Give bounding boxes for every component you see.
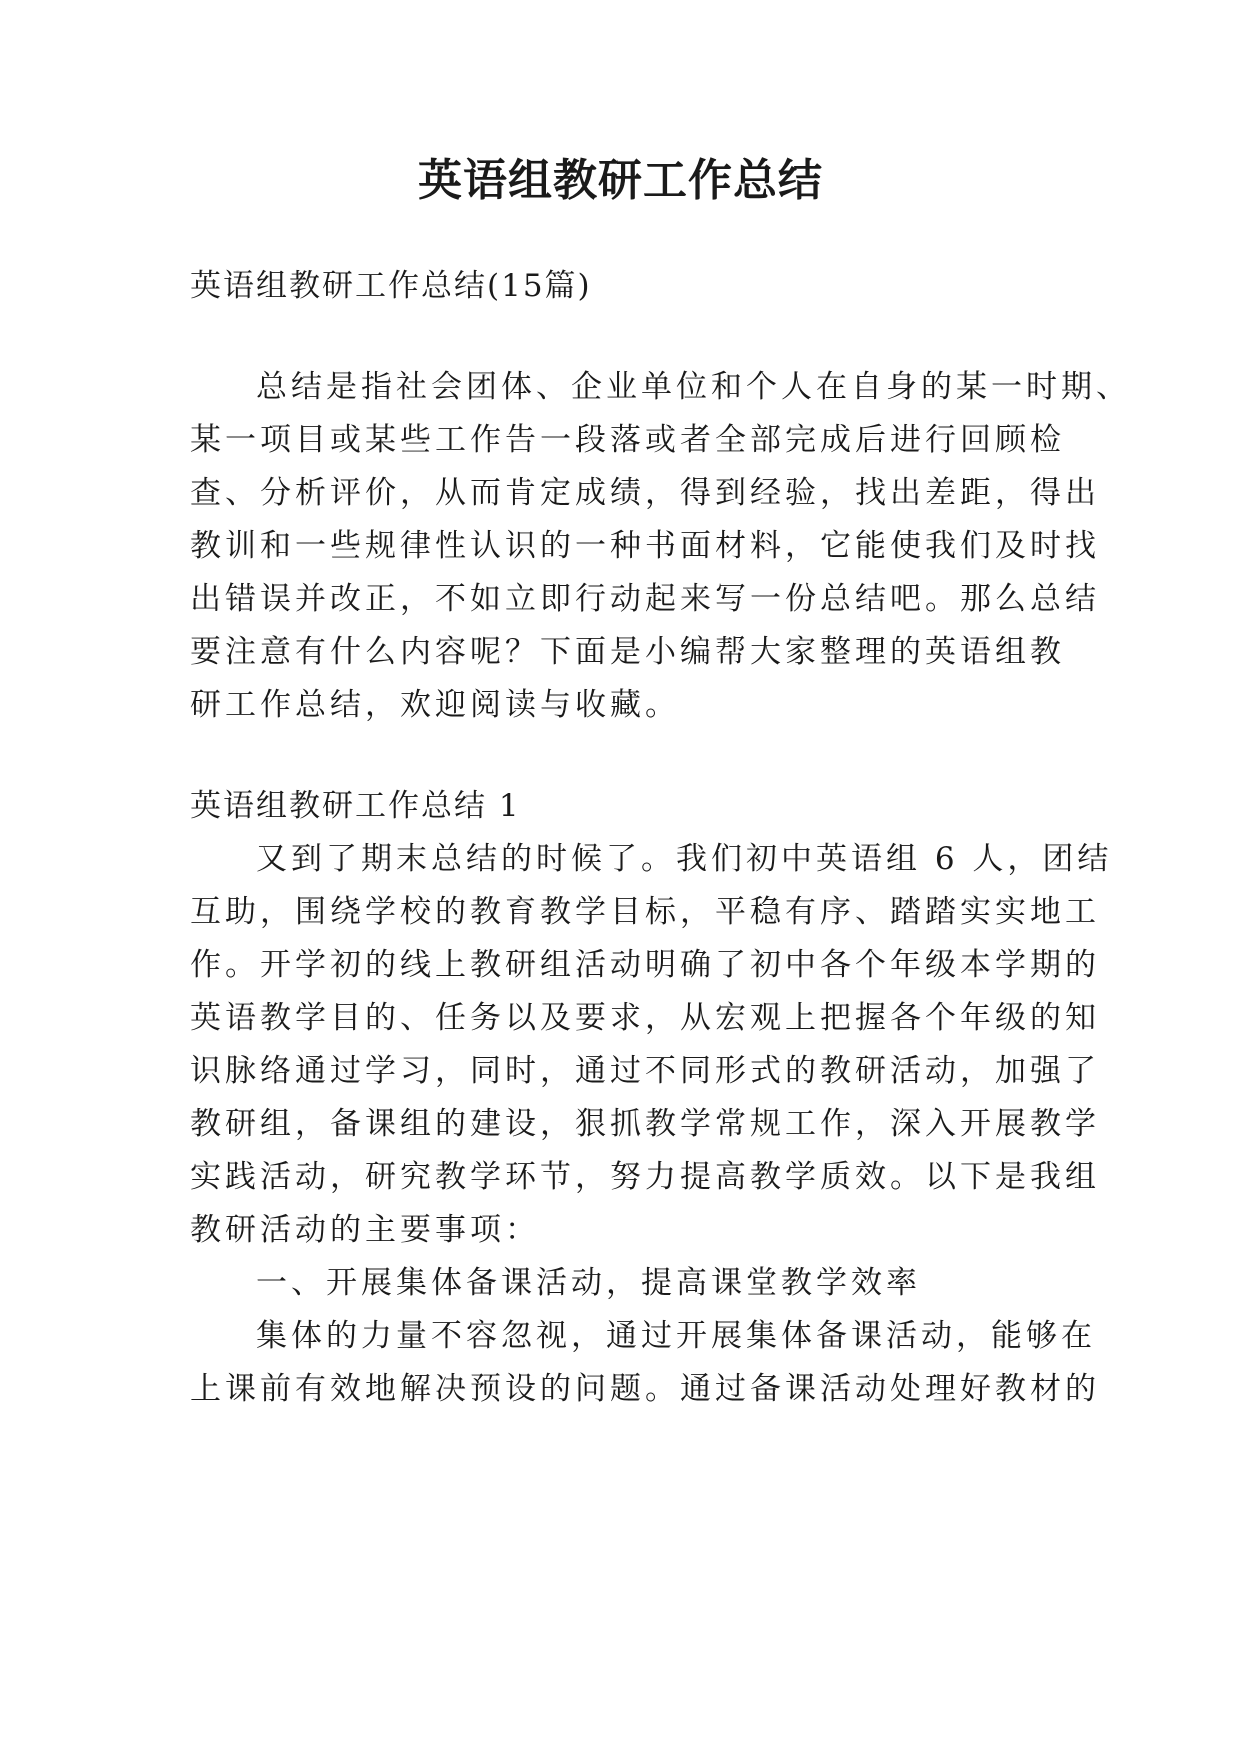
document-subtitle: 英语组教研工作总结(15篇) [190,268,592,304]
intro-line: 总结是指社会团体、企业单位和个人在自身的某一时期、 [256,369,1131,405]
intro-line: 查、分析评价，从而肯定成绩，得到经验，找出差距，得出 [190,475,1100,511]
paragraph-line: 上课前有效地解决预设的问题。通过备课活动处理好教材的 [190,1371,1100,1407]
section1-line: 实践活动，研究教学环节，努力提高教学质效。以下是我组 [190,1159,1100,1195]
section1-line: 英语教学目的、任务以及要求，从宏观上把握各个年级的知 [190,1000,1100,1036]
section1-line: 识脉络通过学习，同时，通过不同形式的教研活动，加强了 [190,1053,1100,1089]
intro-line: 出错误并改正，不如立即行动起来写一份总结吧。那么总结 [190,581,1100,617]
section-heading: 英语组教研工作总结 1 [190,788,521,824]
section1-line: 互助，围绕学校的教育教学目标，平稳有序、踏踏实实地工 [190,894,1100,930]
intro-line: 教训和一些规律性认识的一种书面材料，它能使我们及时找 [190,528,1100,564]
section1-line: 教研组，备课组的建设，狠抓教学常规工作，深入开展教学 [190,1106,1100,1142]
paragraph-line: 集体的力量不容忽视，通过开展集体备课活动，能够在 [256,1318,1096,1354]
document-title: 英语组教研工作总结 [418,155,823,206]
intro-line: 某一项目或某些工作告一段落或者全部完成后进行回顾检 [190,422,1065,458]
section1-line: 作。开学初的线上教研组活动明确了初中各个年级本学期的 [190,947,1100,983]
section1-line: 教研活动的主要事项： [190,1212,540,1248]
intro-line: 要注意有什么内容呢？下面是小编帮大家整理的英语组教 [190,634,1065,670]
subheading: 一、开展集体备课活动，提高课堂教学效率 [256,1265,921,1301]
section1-line: 又到了期末总结的时候了。我们初中英语组 6 人，团结 [256,841,1113,877]
intro-line: 研工作总结，欢迎阅读与收藏。 [190,687,680,723]
